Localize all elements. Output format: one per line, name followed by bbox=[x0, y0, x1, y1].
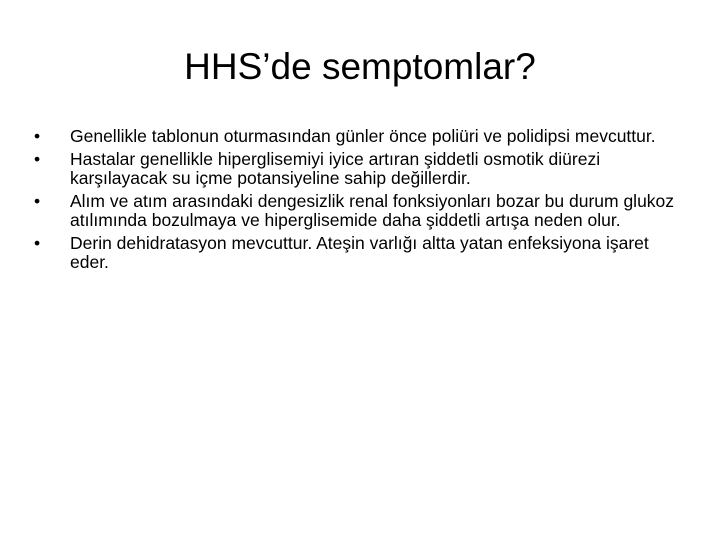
bullet-item bbox=[34, 234, 684, 272]
bullet-dot-icon: • bbox=[34, 191, 41, 211]
slide-title: HHS’de semptomlar? bbox=[184, 46, 536, 87]
bullet-dot-icon: • bbox=[34, 126, 41, 146]
bullet-dot-icon: • bbox=[34, 233, 41, 253]
bullet-item bbox=[34, 127, 684, 146]
bullet-dot-icon: • bbox=[34, 149, 41, 169]
bullet-item bbox=[34, 150, 684, 188]
bullet-text: Hastalar genellikle hiperglisemiyi iyice artıran şiddetli osmotik diürezi karşılayacak su içme potansiyeline sahip değillerdir. bbox=[70, 149, 601, 188]
bullet-list bbox=[34, 127, 684, 276]
bullet-item bbox=[34, 192, 684, 230]
bullet-text: Derin dehidratasyon mevcuttur. Ateşin varlığı altta yatan enfeksiyona işaret eder. bbox=[70, 233, 649, 272]
bullet-text: Genellikle tablonun oturmasından günler önce poliüri ve polidipsi mevcuttur. bbox=[70, 126, 656, 146]
bullet-text: Alım ve atım arasındaki dengesizlik renal fonksiyonları bozar bu durum glukoz atılımında bozulmaya ve hiperglisemide daha şiddetli artışa neden olur. bbox=[70, 191, 675, 230]
